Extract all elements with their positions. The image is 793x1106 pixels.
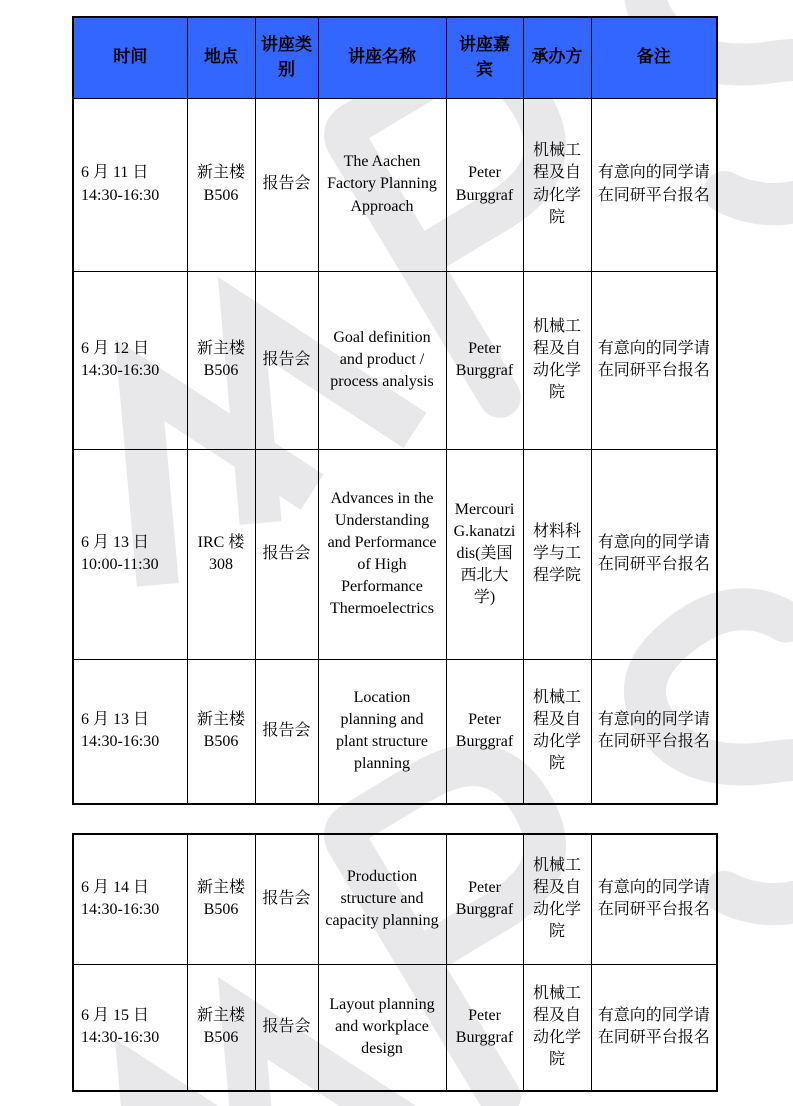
table-row xyxy=(73,964,717,1091)
cell-type: 报告会 xyxy=(255,834,318,964)
header-cell-type: 讲座类别 xyxy=(255,17,318,98)
cell-notes: 有意向的同学请在同研平台报名 xyxy=(591,271,717,449)
header-cell-place: 地点 xyxy=(187,17,255,98)
header-cell-name: 讲座名称 xyxy=(318,17,446,98)
cell-name: Advances in the Understanding and Performance of High Performance Thermoelectrics xyxy=(318,449,446,659)
cell-guest: Peter Burggraf xyxy=(446,659,523,804)
cell-name: Layout planning and workplace design xyxy=(318,964,446,1091)
table-row xyxy=(73,834,717,964)
cell-time: 6 月 11 日 14:30-16:30 xyxy=(73,98,187,271)
table-row xyxy=(73,271,717,449)
cell-type: 报告会 xyxy=(255,98,318,271)
header-cell-guest: 讲座嘉宾 xyxy=(446,17,523,98)
cell-type: 报告会 xyxy=(255,449,318,659)
cell-guest: Peter Burggraf xyxy=(446,964,523,1091)
header-cell-host: 承办方 xyxy=(523,17,591,98)
cell-place: 新主楼 B506 xyxy=(187,271,255,449)
cell-notes: 有意向的同学请在同研平台报名 xyxy=(591,834,717,964)
cell-host: 机械工程及自动化学院 xyxy=(523,271,591,449)
cell-name: Goal definition and product / process analysis xyxy=(318,271,446,449)
cell-time: 6 月 15 日 14:30-16:30 xyxy=(73,964,187,1091)
cell-host: 机械工程及自动化学院 xyxy=(523,98,591,271)
header-cell-time: 时间 xyxy=(73,17,187,98)
cell-name: The Aachen Factory Planning Approach xyxy=(318,98,446,271)
cell-place: IRC 楼 308 xyxy=(187,449,255,659)
cell-guest: Peter Burggraf xyxy=(446,834,523,964)
header-cell-notes: 备注 xyxy=(591,17,717,98)
cell-time: 6 月 14 日 14:30-16:30 xyxy=(73,834,187,964)
cell-guest: Peter Burggraf xyxy=(446,98,523,271)
cell-guest: Peter Burggraf xyxy=(446,271,523,449)
cell-time: 6 月 13 日 10:00-11:30 xyxy=(73,449,187,659)
schedule-table-section-1 xyxy=(72,16,718,805)
cell-type: 报告会 xyxy=(255,964,318,1091)
cell-type: 报告会 xyxy=(255,659,318,804)
cell-time: 6 月 13 日 14:30-16:30 xyxy=(73,659,187,804)
cell-place: 新主楼 B506 xyxy=(187,98,255,271)
cell-notes: 有意向的同学请在同研平台报名 xyxy=(591,449,717,659)
cell-time: 6 月 12 日 14:30-16:30 xyxy=(73,271,187,449)
cell-host: 材料科学与工程学院 xyxy=(523,449,591,659)
cell-name: Location planning and plant structure planning xyxy=(318,659,446,804)
table-row xyxy=(73,98,717,271)
header-row xyxy=(73,17,717,98)
cell-host: 机械工程及自动化学院 xyxy=(523,964,591,1091)
cell-notes: 有意向的同学请在同研平台报名 xyxy=(591,98,717,271)
table-row xyxy=(73,659,717,804)
cell-guest: Mercouri G.kanatzidis(美国西北大学) xyxy=(446,449,523,659)
cell-host: 机械工程及自动化学院 xyxy=(523,659,591,804)
cell-notes: 有意向的同学请在同研平台报名 xyxy=(591,964,717,1091)
cell-place: 新主楼 B506 xyxy=(187,659,255,804)
table-row xyxy=(73,449,717,659)
cell-name: Production structure and capacity planning xyxy=(318,834,446,964)
cell-notes: 有意向的同学请在同研平台报名 xyxy=(591,659,717,804)
schedule-table-section-2 xyxy=(72,833,718,1092)
cell-place: 新主楼 B506 xyxy=(187,964,255,1091)
cell-type: 报告会 xyxy=(255,271,318,449)
cell-place: 新主楼 B506 xyxy=(187,834,255,964)
cell-host: 机械工程及自动化学院 xyxy=(523,834,591,964)
